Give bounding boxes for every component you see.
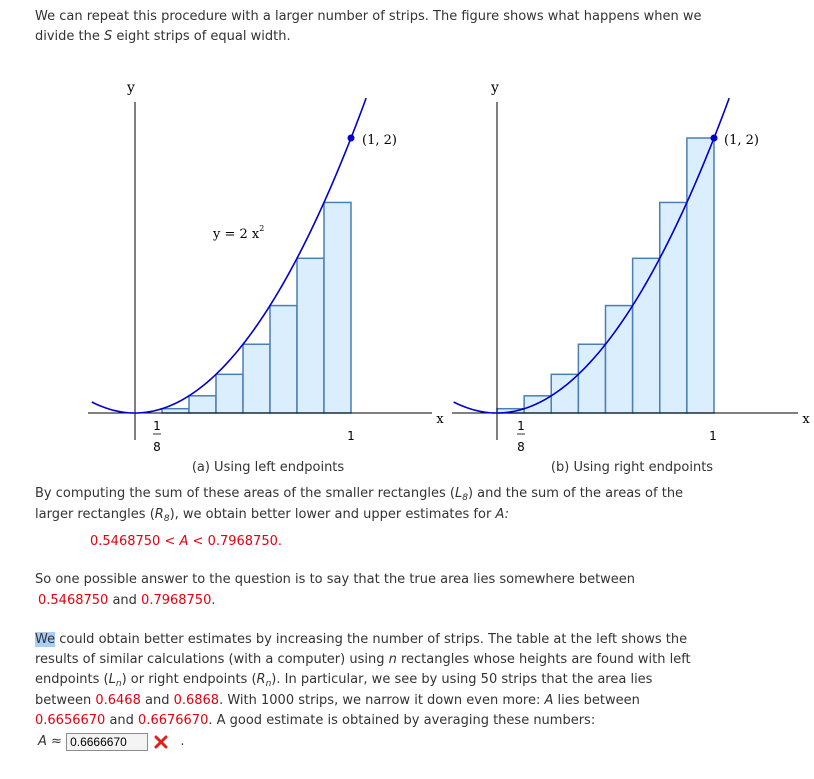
para3-text-2a: results of similar calculations (with a computer) using xyxy=(35,652,389,667)
right-rect-7 xyxy=(660,202,687,413)
intro-text: divide the xyxy=(35,29,105,44)
para3-line-4 xyxy=(35,691,725,711)
para3-text-4a: between xyxy=(35,693,96,708)
y-label-a: y xyxy=(127,80,135,96)
rn-sub: n xyxy=(265,679,272,689)
para3-var-a: A xyxy=(544,693,554,708)
ln-sub: n xyxy=(115,679,122,689)
para3-v4: 0.6676670 xyxy=(138,713,209,728)
para2-and: and xyxy=(108,593,142,608)
para2-line-1: So one possible answer to the question is to say that the true area lies somewhere between xyxy=(35,572,636,587)
l8-sub: 8 xyxy=(462,493,468,503)
tick-eighth-den-a: 8 xyxy=(153,440,161,454)
para3-v1: 0.6468 xyxy=(95,693,141,708)
right-rect-5 xyxy=(606,306,633,413)
para3-text-1: could obtain better estimates by increasing the number of strips. The table at the left shows the xyxy=(55,632,688,647)
para3-text-3a: endpoints ( xyxy=(35,672,109,687)
point-a xyxy=(348,135,355,142)
para3-v2: 0.6868 xyxy=(173,693,220,708)
para1-text-4: ), we obtain better lower and upper estimates for xyxy=(169,507,496,522)
intro-text-end: eight strips of equal width. xyxy=(112,29,291,44)
ineq-a: A xyxy=(179,534,189,549)
ineq-end: . xyxy=(277,534,283,549)
caption-b: (b) Using right endpoints xyxy=(550,460,714,475)
para3-line-2 xyxy=(35,650,725,670)
ineq-low: 0.5468750 xyxy=(90,534,161,549)
answer-var-a: A xyxy=(38,734,47,749)
panel-a xyxy=(88,80,444,475)
para3-text-3b: ) or right endpoints ( xyxy=(121,672,257,687)
para3-text-2b: rectangles whose heights are found with left xyxy=(396,652,691,667)
left-rect-8 xyxy=(324,202,351,413)
para1-line-2 xyxy=(35,505,725,529)
right-rect-8 xyxy=(687,138,714,413)
para1-var-a: A: xyxy=(495,507,509,522)
highlighted-word: We xyxy=(35,632,56,647)
para3-text-4c: lies between xyxy=(553,693,640,708)
ineq-lt-2: < xyxy=(188,534,208,549)
panel-b xyxy=(452,80,810,475)
rn-var: R xyxy=(256,672,266,687)
point-label-b: (1, 2) xyxy=(724,133,759,148)
point-label-a: (1, 2) xyxy=(362,133,397,148)
intro-line-1: We can repeat this procedure with a larger number of strips. The figure shows what happens when we xyxy=(35,9,702,24)
curve-label-exponent: 2 xyxy=(259,224,265,233)
intro-var-s: S xyxy=(104,29,113,44)
tick-one-a: 1 xyxy=(347,429,355,443)
para3-line-5 xyxy=(35,711,725,731)
para2-end: . xyxy=(211,593,216,608)
answer-row xyxy=(38,732,185,752)
tick-eighth-num-b: 1 xyxy=(517,419,525,433)
para3-and-5: and xyxy=(105,713,139,728)
tick-eighth-num-a: 1 xyxy=(153,419,161,433)
left-rect-6 xyxy=(270,306,297,413)
answer-input[interactable]: 0.6666670 xyxy=(66,733,148,751)
r8-sub: 8 xyxy=(163,514,170,524)
para3-and-4: and xyxy=(140,693,174,708)
para3-text-5: . A good estimate is obtained by averaging these numbers: xyxy=(208,713,596,728)
right-rectangles xyxy=(497,138,714,413)
inequality xyxy=(90,532,780,552)
curve-label xyxy=(212,224,264,242)
ineq-lt-1: < xyxy=(160,534,180,549)
para1-text-3: larger rectangles ( xyxy=(35,507,155,522)
para3-v3: 0.6656670 xyxy=(35,713,106,728)
para3-var-n: n xyxy=(388,652,397,667)
left-rect-4 xyxy=(216,374,243,413)
l8-var: L xyxy=(454,486,463,501)
tick-one-b: 1 xyxy=(709,429,717,443)
answer-end: . xyxy=(180,734,185,749)
para3-text-3c: ). In particular, we see by using 50 strips that the area lies xyxy=(271,672,653,687)
tick-eighth-den-b: 8 xyxy=(517,440,525,454)
ln-var: L xyxy=(108,672,116,687)
left-rect-5 xyxy=(243,344,270,413)
left-rect-7 xyxy=(297,258,324,413)
answer-approx: ≈ xyxy=(46,734,67,749)
para1-text: By computing the sum of these areas of the smaller rectangles ( xyxy=(35,486,455,501)
point-b xyxy=(711,135,718,142)
incorrect-x-icon xyxy=(154,735,168,749)
left-rect-2 xyxy=(162,409,189,413)
curve-label-text: y = 2 x xyxy=(213,227,260,242)
para3-text-4b: . With 1000 strips, we narrow it down even more: xyxy=(219,693,545,708)
right-rect-4 xyxy=(578,344,605,413)
para2-low: 0.5468750 xyxy=(38,593,109,608)
x-label-b: x xyxy=(802,412,810,427)
caption-a: (a) Using left endpoints xyxy=(191,460,345,475)
y-label-b: y xyxy=(491,80,499,96)
para1-text-2: ) and the sum of the areas of the xyxy=(467,486,684,501)
para2-line-2 xyxy=(38,591,728,611)
x-label-a: x xyxy=(436,412,444,427)
left-rect-3 xyxy=(189,396,216,413)
para3-line-1 xyxy=(35,630,725,650)
ineq-high: 0.7968750 xyxy=(207,534,278,549)
r8-var: R xyxy=(154,507,164,522)
para2-high: 0.7968750 xyxy=(141,593,212,608)
